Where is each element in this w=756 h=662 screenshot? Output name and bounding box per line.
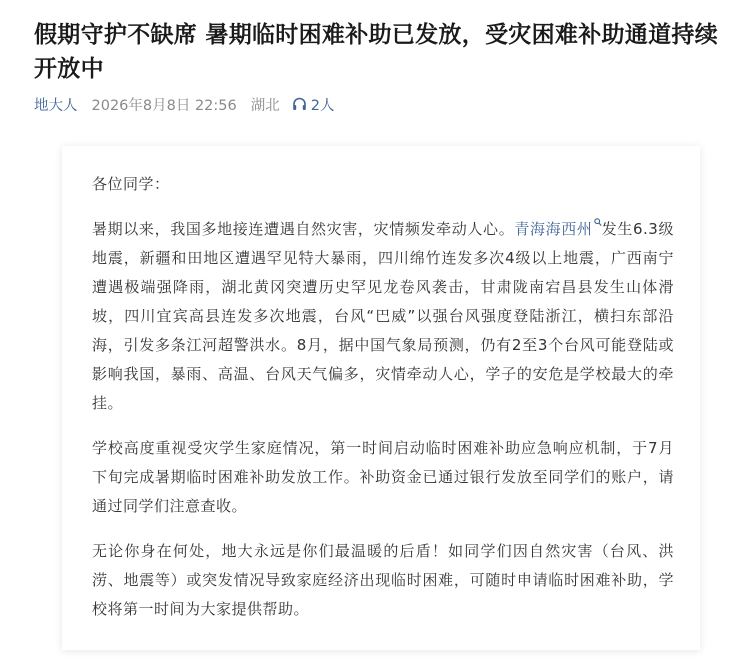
paragraph-1 (92, 215, 674, 418)
paragraph-2: 学校高度重视受灾学生家庭情况，第一时间启动临时困难补助应急响应机制，于7月下旬完成暑期临时困难补助发放工作。补助资金已通过银行发放至同学们的账户，请通过同学们注意查收。 (92, 439, 674, 515)
paragraph-3: 无论你身在何处，地大永远是你们最温暖的后盾！如同学们因自然灾害（台风、洪涝、地震等）或突发情况导致家庭经济出现临时困难，可随时申请临时困难补助，学校将第一时间为大家提供帮助。 (92, 542, 674, 618)
listener-count: 2人 (310, 97, 335, 114)
search-icon[interactable] (594, 218, 602, 227)
publish-location: 湖北 (250, 97, 280, 114)
place-link[interactable]: 青海海西州 (514, 220, 593, 238)
greeting: 各位同学： (92, 175, 170, 193)
article-title: 假期守护不缺席 暑期临时困难补助已发放，受灾困难补助通道持续开放中 (34, 22, 719, 82)
author-link[interactable]: 地大人 (34, 97, 78, 114)
article-body-card (62, 146, 700, 650)
headphones-icon (292, 97, 307, 111)
paragraph-1-intro: 暑期以来，我国多地接连遭遇自然灾害，灾情频发牵动人心。 (92, 220, 515, 238)
article-meta (34, 94, 334, 114)
publish-time: 2026年8月8日 22:56 (91, 97, 237, 114)
paragraph-1-rest: 发生6.3级地震，新疆和田地区遭遇罕见特大暴雨，四川绵竹连发多次4级以上地震，广西南宁遭遇极端强降雨，湖北黄冈突遭历史罕见龙卷风袭击，甘肃陇南宕昌县发生山体滑坡，四川宜宾高县连发多次地震，台风“巴威”以强台风强度登陆浙江，横扫东部沿海，引发多条江河超警洪水。8月，据中国气象局预测，仍有2至3个台风可能登陆或影响我国，暴雨、高温、台风天气偏多，灾情牵动人心，学子的安危是学校最大的牵挂。 (92, 220, 674, 412)
listen-button[interactable] (292, 94, 335, 115)
